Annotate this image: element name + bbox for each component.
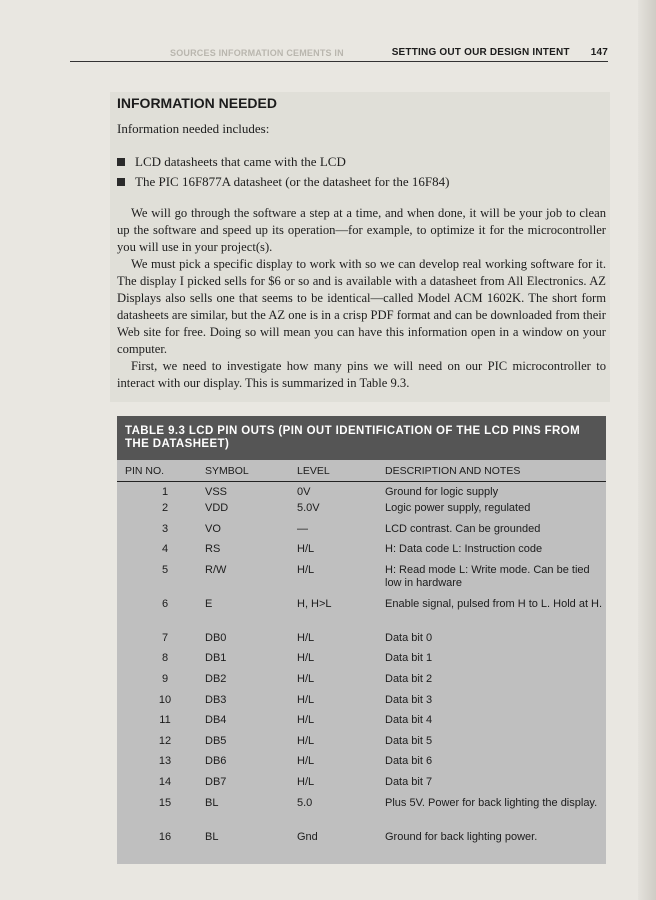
pin-description: H: Data code L: Instruction code [385,543,543,556]
table-row [117,482,606,503]
pin-symbol: BL [205,830,219,843]
table-row [117,652,606,673]
table-header-row [117,460,606,482]
table-row [117,776,606,797]
pin-number: 15 [158,796,172,809]
table-row [117,714,606,735]
pin-number: 3 [161,522,169,535]
pin-description: LCD contrast. Can be grounded [385,522,541,535]
section-heading: INFORMATION NEEDED [117,95,277,111]
pin-number: 11 [159,714,171,727]
bullet-text: LCD datasheets that came with the LCD [135,154,346,169]
paragraph: We will go through the software a step at a time, and when done, it will be your job to clean up the software and speed up its operation—for example, to optimize it for the microcontroller you will use in your project(s). [117,206,606,254]
square-bullet-icon [117,158,125,166]
lcd-pinout-table [117,416,606,864]
pin-number: 9 [161,673,169,686]
bullet-item [117,152,449,172]
pin-level: H/L [297,673,315,686]
pin-symbol: DB0 [205,631,227,644]
pin-symbol: E [205,597,213,610]
pin-number: 7 [161,631,169,644]
pin-level: 5.0 [297,796,313,809]
pin-level: H/L [297,631,315,644]
pin-level: 5.0V [297,502,320,515]
pin-description: Data bit 2 [385,673,433,686]
pin-description: Data bit 0 [385,631,433,644]
pin-description: Logic power supply, regulated [385,502,531,515]
pin-description: Plus 5V. Power for back lighting the display. [385,796,598,809]
pin-number: 16 [158,830,172,843]
pin-symbol: DB7 [205,776,227,789]
square-bullet-icon [117,178,125,186]
pin-symbol: DB2 [205,673,227,686]
pin-description: Data bit 3 [385,693,433,706]
paragraph: We must pick a specific display to work with so we can develop real working software for it. The display I picked sells for $6 or so and is available with a datasheet from All Electronics. AZ Displays also sells one that seems to be identical—called Model ACM 1602K. The short form datasheets are similar, but the AZ one is in a crisp PDF format and can be downloaded from their Web site for free. Doing so will mean you can have this information open in a window on your computer. [117,257,606,356]
pin-symbol: DB4 [205,714,227,727]
pin-symbol: DB3 [205,693,227,706]
pin-number: 10 [158,693,172,706]
pinout-table [117,460,606,851]
header-pin-no: PIN NO. [117,460,205,482]
pin-description: H: Read mode L: Write mode. Can be tied low in hardware [385,563,590,589]
pin-level: — [297,522,308,535]
bullet-text: The PIC 16F877A datasheet (or the datasheet for the 16F84) [135,174,450,189]
table-row [117,797,606,831]
pin-symbol: R/W [205,563,227,576]
pin-description: Data bit 7 [385,776,433,789]
pin-description: Data bit 6 [385,755,433,768]
page-number: 147 [590,47,608,58]
pin-description: Data bit 1 [385,652,433,665]
intro-text: Information needed includes: [117,121,270,136]
pin-level: H/L [297,652,315,665]
pin-symbol: VDD [205,502,229,515]
pin-description: Data bit 4 [385,714,433,727]
pin-number: 6 [161,597,169,610]
bullet-list [117,152,449,192]
table-row [117,564,606,598]
pin-level: Gnd [297,830,318,843]
page-edge-shadow [638,0,656,900]
table-row [117,831,606,852]
pin-symbol: DB1 [205,652,227,665]
pin-level: H, H>L [297,597,332,610]
pin-number: 1 [161,486,169,498]
show-through-text: SOURCES INFORMATION CEMENTS IN [170,48,344,58]
pin-level: H/L [297,734,315,747]
table-caption: TABLE 9.3 LCD PIN OUTS (PIN OUT IDENTIFICATION OF THE LCD PINS FROM THE DATASHEET) [117,416,606,460]
header-description: DESCRIPTION AND NOTES [385,460,606,482]
table-row [117,598,606,632]
pin-level: H/L [297,755,315,768]
table-row [117,673,606,694]
table-row [117,694,606,715]
pin-symbol: VSS [205,486,228,498]
pin-symbol: VO [205,522,221,535]
running-header [70,47,608,62]
table-row [117,735,606,756]
pin-symbol: RS [205,543,221,556]
pin-symbol: BL [205,796,219,809]
table-row [117,543,606,564]
pin-number: 5 [161,563,169,576]
pin-number: 2 [161,502,169,515]
pin-description: Data bit 5 [385,734,433,747]
table-row [117,755,606,776]
pin-number: 8 [161,652,169,665]
pin-symbol: DB5 [205,734,227,747]
pin-level: H/L [297,693,315,706]
pin-number: 14 [158,776,172,789]
paragraph: First, we need to investigate how many pins we will need on our PIC microcontroller to interact with our display. This is summarized in Table 9.3. [117,359,606,390]
bullet-item [117,172,449,192]
header-level: LEVEL [297,460,385,482]
table-body [117,482,606,852]
pin-description: Ground for back lighting power. [385,830,538,843]
pin-number: 12 [158,734,172,747]
pin-description: Ground for logic supply [385,486,499,498]
pin-symbol: DB6 [205,755,227,768]
table-row [117,523,606,544]
pin-description: Enable signal, pulsed from H to L. Hold at H. [385,597,603,610]
pin-level: H/L [297,776,315,789]
pin-number: 4 [161,543,169,556]
pin-level: 0V [297,486,311,498]
pin-level: H/L [297,543,315,556]
chapter-title: SETTING OUT OUR DESIGN INTENT [391,47,570,58]
pin-level: H/L [297,714,315,727]
table-row [117,632,606,653]
body-text [117,205,606,392]
pin-number: 13 [158,755,172,768]
pin-level: H/L [297,563,315,576]
header-symbol: SYMBOL [205,460,297,482]
table-row [117,502,606,523]
